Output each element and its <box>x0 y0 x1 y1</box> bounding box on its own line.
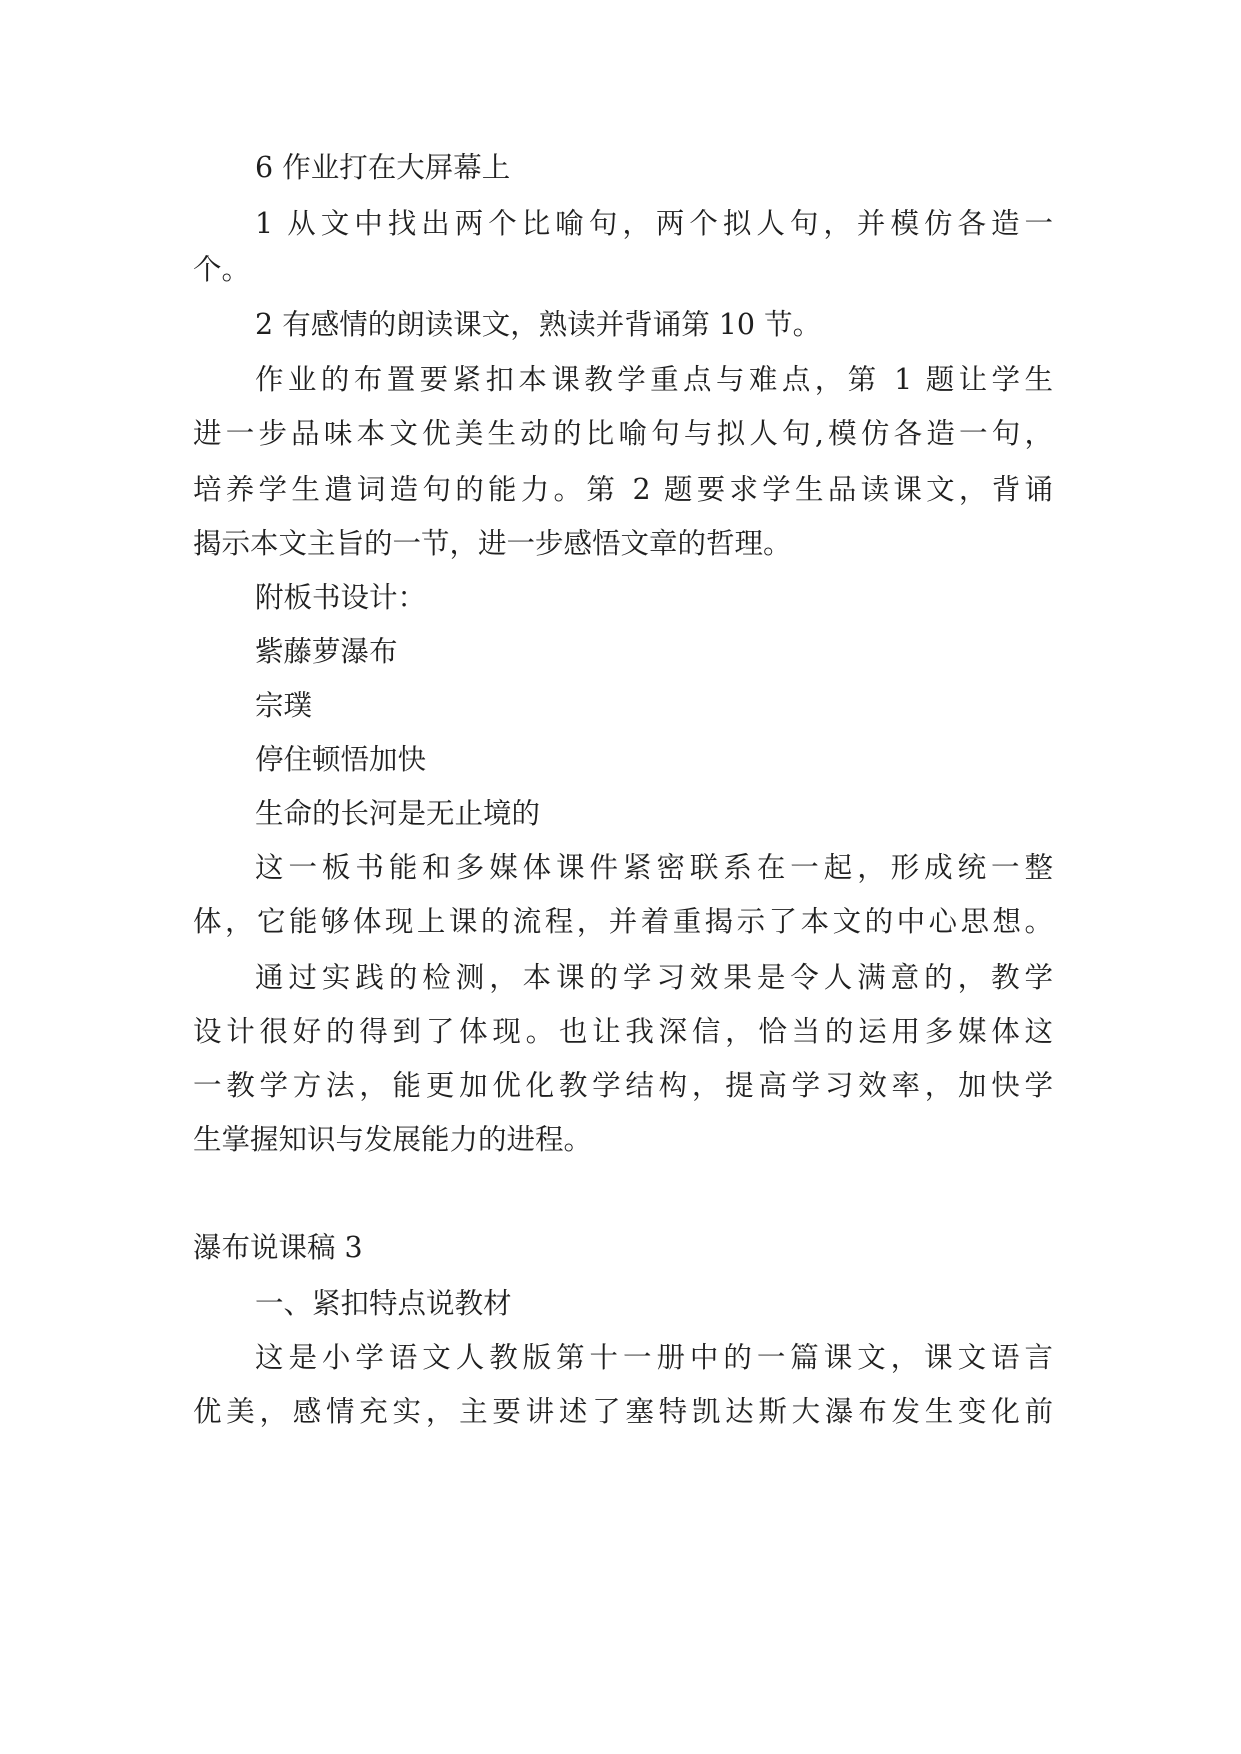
text-line: 1 从文中找出两个比喻句，两个拟人句，并模仿各造一 <box>255 207 1053 240</box>
text-line: 揭示本文主旨的一节，进一步感悟文章的哲理。 <box>193 527 792 560</box>
text-line: 培养学生遣词造句的能力。第 2 题要求学生品读课文，背诵 <box>193 473 1053 506</box>
text-line: 一、紧扣特点说教材 <box>255 1287 512 1320</box>
text-line: 2 有感情的朗读课文，熟读并背诵第 10 节。 <box>255 308 822 341</box>
text-line: 停住顿悟加快 <box>255 743 427 776</box>
text-line: 宗璞 <box>255 689 313 722</box>
text-line: 这一板书能和多媒体课件紧密联系在一起，形成统一整 <box>255 851 1053 884</box>
text-line: 个。 <box>193 253 251 286</box>
text-line: 6 作业打在大屏幕上 <box>255 151 511 184</box>
text-line: 优美，感情充实，主要讲述了塞特凯达斯大瀑布发生变化前 <box>193 1395 1053 1428</box>
text-line: 进一步品味本文优美生动的比喻句与拟人句,模仿各造一句， <box>193 417 1053 450</box>
text-line: 通过实践的检测，本课的学习效果是令人满意的，教学 <box>255 961 1053 994</box>
text-line: 一教学方法，能更加优化教学结构，提高学习效率，加快学 <box>193 1069 1053 1102</box>
text-line: 体，它能够体现上课的流程，并着重揭示了本文的中心思想。 <box>193 905 1053 938</box>
text-line: 这是小学语文人教版第十一册中的一篇课文，课文语言 <box>255 1341 1053 1374</box>
section-heading: 瀑布说课稿 3 <box>193 1231 363 1264</box>
text-line: 设计很好的得到了体现。也让我深信，恰当的运用多媒体这 <box>193 1015 1053 1048</box>
text-line: 生命的长河是无止境的 <box>255 797 541 830</box>
text-line: 生掌握知识与发展能力的进程。 <box>193 1123 593 1156</box>
text-line: 附板书设计： <box>255 581 427 614</box>
text-line: 作业的布置要紧扣本课教学重点与难点，第 1 题让学生 <box>255 363 1053 396</box>
text-line: 紫藤萝瀑布 <box>255 635 398 668</box>
